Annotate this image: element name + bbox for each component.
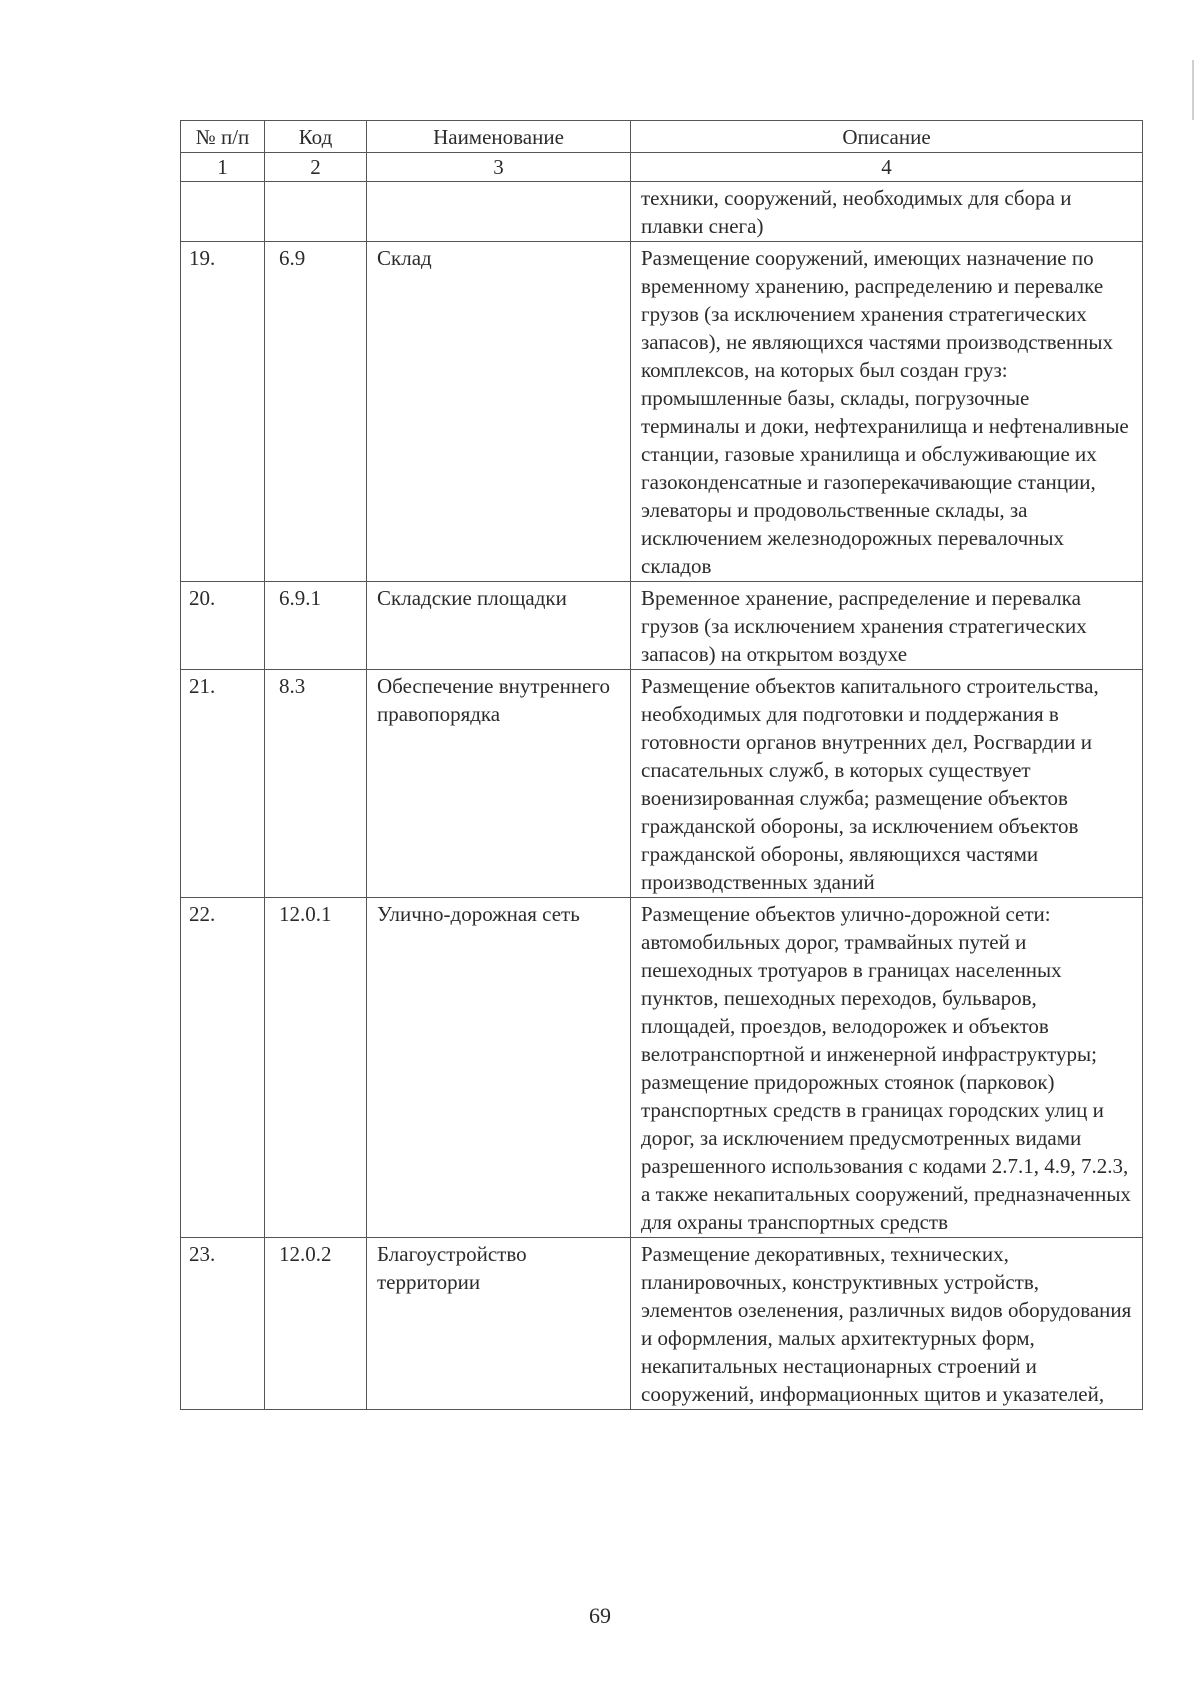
row-name: Складские площадки [367,582,631,670]
table-row [181,898,1143,1238]
row-number: 19. [181,242,265,582]
header-name: Наименование [367,121,631,153]
row-name: Улично-дорожная сеть [367,898,631,1238]
row-description: Размещение декоративных, технических, планировочных, конструктивных устройств, элементов озеленения, различных видов оборудования и оформления, малых архитектурных форм, некапитальных нестационарных строений и сооружений, информационных щитов и указателей, [631,1238,1143,1410]
row-name: Склад [367,242,631,582]
column-number: 4 [631,153,1143,182]
row-description: Размещение объектов капитального строительства, необходимых для подготовки и поддержания в готовности органов внутренних дел, Росгвардии и спасательных служб, в которых существует военизированная служба; размещение объектов гражданской обороны, за исключением объектов гражданской обороны, являющихся частями производственных зданий [631,670,1143,898]
page-number: 69 [589,1603,611,1628]
row-code: 8.3 [265,670,367,898]
row-description: Размещение сооружений, имеющих назначение по временному хранению, распределению и перевалке грузов (за исключением хранения стратегических запасов), не являющихся частями производственных комплексов, на которых был создан груз: промышленные базы, склады, погрузочные терминалы и доки, нефтехранилища и нефтеналивные станции, газовые хранилища и обслуживающие их газоконденсатные и газоперекачивающие станции, элеваторы и продовольственные склады, за исключением железнодорожных перевалочных складов [631,242,1143,582]
row-code [265,182,367,242]
header-row [181,121,1143,153]
land-use-table [180,120,1143,1410]
header-num: № п/п [181,121,265,153]
table-row [181,582,1143,670]
header-code: Код [265,121,367,153]
row-description: Временное хранение, распределение и перевалка грузов (за исключением хранения стратегических запасов) на открытом воздухе [631,582,1143,670]
row-description: техники, сооружений, необходимых для сбора и плавки снега) [631,182,1143,242]
row-description: Размещение объектов улично-дорожной сети: автомобильных дорог, трамвайных путей и пешеходных тротуаров в границах населенных пунктов, пешеходных переходов, бульваров, площадей, проездов, велодорожек и объектов велотранспортной и инженерной инфраструктуры; размещение придорожных стоянок (парковок) транспортных средств в границах городских улиц и дорог, за исключением предусмотренных видами разрешенного использования с кодами 2.7.1, 4.9, 7.2.3, а также некапитальных сооружений, предназначенных для охраны транспортных средств [631,898,1143,1238]
row-name: Обеспечение внутреннего правопорядка [367,670,631,898]
row-code: 6.9.1 [265,582,367,670]
row-number: 21. [181,670,265,898]
table-row [181,670,1143,898]
table-row [181,242,1143,582]
table-row [181,182,1143,242]
row-name: Благоустройство территории [367,1238,631,1410]
column-number-row [181,153,1143,182]
column-number: 3 [367,153,631,182]
column-number: 2 [265,153,367,182]
table-row [181,1238,1143,1410]
row-number: 23. [181,1238,265,1410]
row-number [181,182,265,242]
row-number: 22. [181,898,265,1238]
row-name [367,182,631,242]
row-code: 12.0.1 [265,898,367,1238]
row-number: 20. [181,582,265,670]
scan-edge-mark [1192,60,1194,120]
row-code: 12.0.2 [265,1238,367,1410]
row-code: 6.9 [265,242,367,582]
header-description: Описание [631,121,1143,153]
column-number: 1 [181,153,265,182]
